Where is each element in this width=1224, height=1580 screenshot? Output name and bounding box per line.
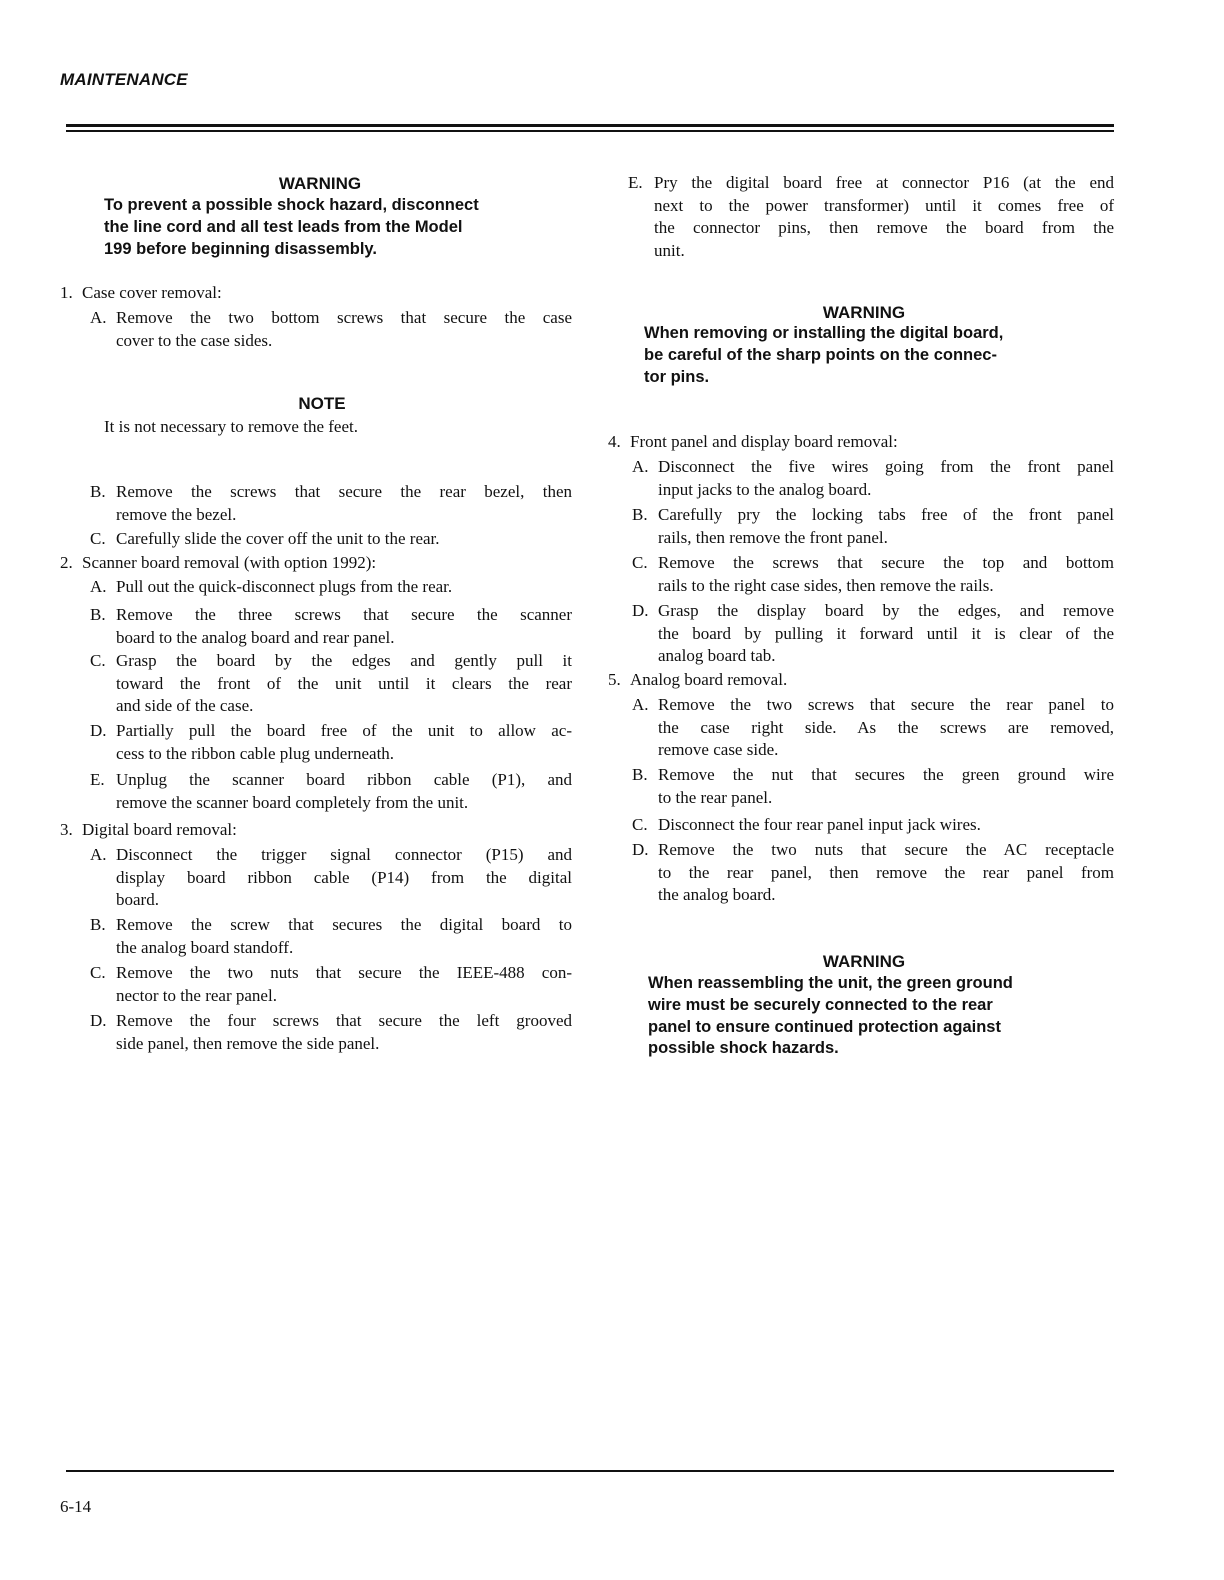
step-text-line: and side of the case. [116,696,254,715]
step-text-line: Case cover removal: [82,283,222,302]
step-text-line: rails, then remove the front panel. [658,527,888,547]
step-text-line: Scanner board removal (with option 1992): [82,553,377,572]
step-label: 5. [608,670,621,689]
step-item [628,172,1114,262]
step-label: 1. [60,283,73,302]
step-item [90,769,572,814]
step-item [632,694,1114,762]
step-label: B. [632,505,648,524]
step-item [90,650,572,718]
step-label: D. [632,601,649,620]
step-item [90,604,572,649]
warning-line: When removing or installing the digital board, [644,324,1004,342]
step-text-line: display board ribbon cable (P14) from the digital [116,867,572,887]
header-rule-top [66,124,1114,127]
step-item [632,504,1114,549]
step-text-line: Disconnect the trigger signal connector (P15) and [116,845,572,864]
step-item [90,481,572,526]
step-text-line: remove the scanner board completely from the unit. [116,792,469,812]
step-text-line: Remove the screw that secures the digital board to [116,915,572,934]
step-text-line: Disconnect the five wires going from the front panel [658,457,1114,476]
step-text-line: Remove the screws that secure the rear bezel, then [116,482,572,501]
step-text-line: Remove the nut that secures the green ground wire [658,765,1114,784]
step-item [608,431,1008,454]
note-text: It is not necessary to remove the feet. [104,417,358,436]
warning-line: 199 before beginning disassembly. [104,239,377,258]
step-item [60,552,575,575]
step-label: B. [632,765,648,784]
warning-line: the line cord and all test leads from the Model [104,217,463,236]
step-text-line: Partially pull the board free of the unit to allow ac- [116,721,572,740]
step-label: C. [90,963,106,982]
step-label: D. [90,1011,107,1030]
step-label: B. [90,915,106,934]
step-item [632,764,1114,809]
step-text-line: the board by pulling it forward until it is clear of the [658,623,1114,643]
step-label: A. [90,308,107,327]
step-text-line: Carefully slide the cover off the unit to the rear. [116,529,440,548]
step-item [632,456,1114,501]
warning-line: tor pins. [644,367,710,386]
warning-body [644,323,1003,388]
step-label: A. [632,695,649,714]
step-text-line: Carefully pry the locking tabs free of the front panel [658,505,1114,524]
step-label: 4. [608,432,621,451]
step-text-line: remove case side. [658,740,779,759]
warning-title: WARNING [278,174,362,193]
footer-rule [66,1470,1114,1472]
step-item [632,814,1114,837]
step-text-line: Grasp the display board by the edges, and remove [658,601,1114,620]
step-item [632,839,1114,907]
step-text-line: the analog board standoff. [116,937,294,957]
step-text-line: Remove the three screws that secure the scanner [116,605,572,624]
step-text-line: Remove the two nuts that secure the AC receptacle [658,840,1114,859]
step-text-line: analog board tab. [658,646,776,665]
step-label: A. [90,577,107,596]
step-item [608,669,908,692]
step-item [90,1010,572,1055]
warning-title: WARNING [822,952,906,971]
step-text-line: Digital board removal: [82,820,237,839]
step-label: A. [90,845,107,864]
step-label: 2. [60,553,73,572]
step-text-line: the connector pins, then remove the board from the [654,218,1114,237]
step-item [90,528,572,551]
step-text-line: Unplug the scanner board ribbon cable (P1), and [116,770,572,789]
step-label: C. [90,651,106,670]
step-text-line: Front panel and display board removal: [630,432,898,451]
step-text-line: board. [116,890,159,909]
warning-body [104,195,479,260]
step-label: C. [632,815,648,834]
step-label: D. [90,721,107,740]
step-text-line: to the rear panel. [658,787,773,807]
step-label: D. [632,840,649,859]
step-text-line: input jacks to the analog board. [658,479,872,499]
header-rule-bottom [66,130,1114,132]
step-item [90,914,572,959]
step-item [90,720,572,765]
step-item [90,307,572,352]
warning-title: WARNING [822,303,906,322]
step-item [632,600,1114,668]
step-text-line: the case right side. As the screws are removed, [658,717,1114,737]
step-text-line: Remove the two nuts that secure the IEEE-488 con- [116,963,572,982]
page-number: 6-14 [60,1497,92,1516]
step-text-line: unit. [654,240,685,260]
step-text-line: cover to the case sides. [116,330,273,350]
step-label: E. [90,770,105,789]
step-item [90,576,572,599]
step-text-line: Analog board removal. [630,670,788,689]
step-text-line: remove the bezel. [116,504,237,524]
step-text-line: the analog board. [658,885,776,904]
step-item [90,844,572,912]
step-text-line: Pull out the quick-disconnect plugs from the rear. [116,577,453,596]
step-text-line: Grasp the board by the edges and gently pull it [116,651,572,670]
step-text-line: cess to the ribbon cable plug underneath. [116,743,395,763]
step-text-line: to the rear panel, then remove the rear panel from [658,862,1114,882]
warning-line: be careful of the sharp points on the connec- [644,345,997,364]
warning-line: possible shock hazards. [648,1039,839,1058]
step-text-line: Remove the four screws that secure the left grooved [116,1011,572,1030]
note-title: NOTE [298,394,346,413]
step-text-line: side panel, then remove the side panel. [116,1033,380,1053]
warning-line: wire must be securely connected to the rear [648,995,993,1014]
step-text-line: toward the front of the unit until it clears the rear [116,673,572,693]
step-text-line: next to the power transformer) until it comes free of [654,195,1114,215]
step-text-line: Disconnect the four rear panel input jack wires. [658,815,981,834]
step-text-line: board to the analog board and rear panel. [116,627,395,647]
step-item [60,282,300,305]
warning-line: To prevent a possible shock hazard, disconnect [104,196,479,214]
warning-line: When reassembling the unit, the green ground [648,974,1013,992]
step-text-line: nector to the rear panel. [116,985,277,1005]
step-label: C. [90,529,106,548]
section-header: MAINTENANCE [60,70,188,89]
step-label: 3. [60,820,73,839]
step-item [90,962,572,1007]
step-text-line: Remove the screws that secure the top and bottom [658,553,1114,572]
step-label: B. [90,482,106,501]
step-item [60,819,300,842]
step-text-line: Remove the two screws that secure the rear panel to [658,695,1114,714]
step-text-line: Pry the digital board free at connector P16 (at the end [654,173,1114,192]
step-label: B. [90,605,106,624]
step-label: E. [628,173,643,192]
step-text-line: Remove the two bottom screws that secure the case [116,308,572,327]
step-label: C. [632,553,648,572]
step-text-line: rails to the right case sides, then remove the rails. [658,575,994,595]
warning-body [648,973,1013,1060]
step-item [632,552,1114,597]
step-label: A. [632,457,649,476]
warning-line: panel to ensure continued protection against [648,1017,1001,1036]
